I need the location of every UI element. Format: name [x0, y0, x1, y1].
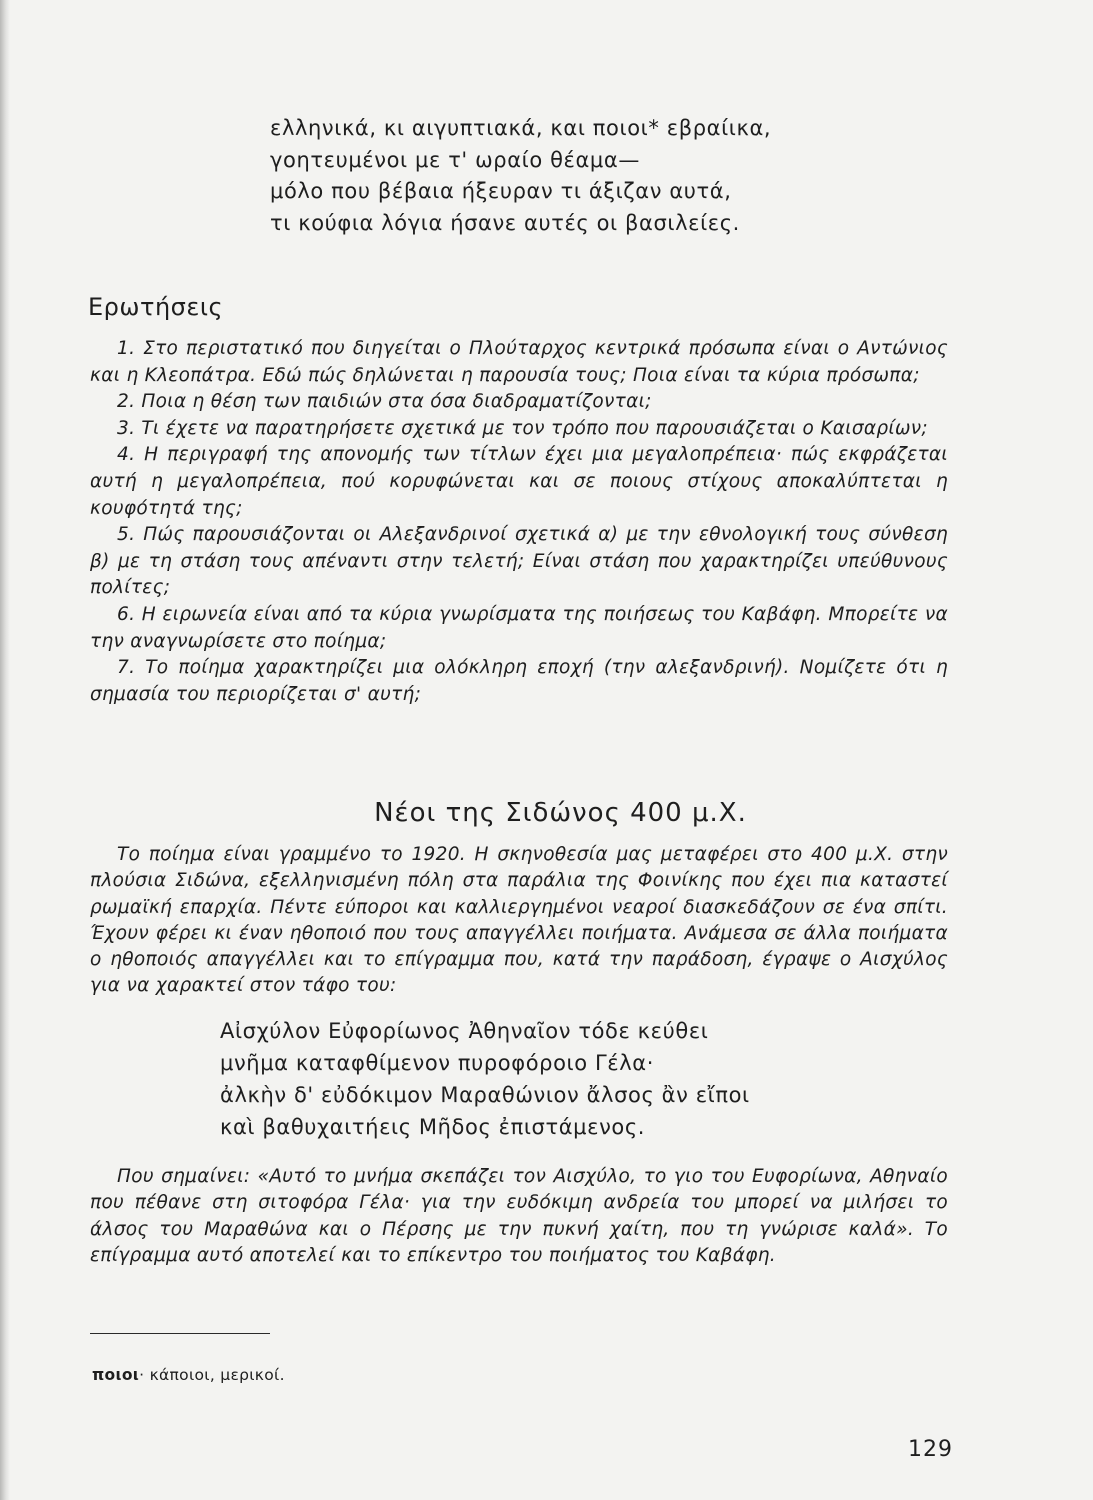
page-binding-edge — [0, 0, 10, 1500]
question-item: 6. Η ειρωνεία είναι από τα κύρια γνωρίσματα της ποιήσεως του Καβάφη. Μπορείτε να την αναγνωρίσετε στο ποίημα; — [90, 603, 948, 652]
footnote-definition: · κάποιοι, μερικοί. — [139, 1366, 285, 1384]
top-verse-stanza — [270, 113, 771, 239]
epigram-line: ἀλκὴν δ' εὐδόκιμον Μαραθώνιον ἄλσος ἂν εἴποι — [220, 1083, 750, 1107]
footnote-divider — [90, 1333, 270, 1334]
epigram-line: μνῆμα καταφθίμενον πυροφόροιο Γέλα· — [220, 1051, 654, 1075]
footnote-term: ποιοι — [92, 1366, 140, 1384]
question-item: 5. Πώς παρουσιάζονται οι Αλεξανδρινοί σχετικά α) με την εθνολογική τους σύνθεση β) με τη στάση τους απέναντι στην τελετή; Είναι στάση που χαρακτηρίζει υπεύθυνους πολίτες; — [90, 524, 948, 599]
question-item: 3. Τι έχετε να παρατηρήσετε σχετικά με τον τρόπο που παρουσιάζεται ο Καισαρίων; — [117, 417, 928, 439]
questions-heading: Ερωτήσεις — [88, 293, 224, 321]
aeschylus-epigram — [220, 1015, 750, 1143]
question-item: 7. Το ποίημα χαρακτηρίζει μια ολόκληρη εποχή (την αλεξανδρινή). Νομίζετε ότι η σημασία του περιορίζεται σ' αυτή; — [90, 657, 948, 705]
verse-line: γοητευμένοι με τ' ωραίο θέαμα— — [270, 147, 640, 172]
verse-line: ελληνικά, κι αιγυπτιακά, και ποιοι* εβραίικα, — [270, 116, 772, 140]
verse-line: τι κούφια λόγια ήσανε αυτές οι βασιλείες. — [270, 210, 740, 235]
question-item: 4. Η περιγραφή της απονομής των τίτλων έχει μια μεγαλοπρέπεια· πώς εκφράζεται αυτή η μεγαλοπρέπεια, πού κορυφώνεται και σε ποιους στίχους αποκαλύπτεται η κουφότητά της; — [90, 444, 948, 519]
epigram-line: Αἰσχύλον Εὐφορίωνος Ἀθηναῖον τόδε κεύθει — [220, 1019, 709, 1043]
intro-paragraph: Το ποίημα είναι γραμμένο το 1920. Η σκηνοθεσία μας μεταφέρει στο 400 μ.Χ. στην πλούσια Σιδώνα, εξελληνισμένη πόλη στα παράλια της Φοινίκης που έχει πια καταστεί ρωμαϊκή επαρχία. Πέντε εύποροι και καλλιεργημένοι νεαροί διασκεδάζουν σε ένα σπίτι. Έχουν φέρει κι έναν ηθοποιό που τους απαγγέλλει ποιήματα. Ανάμεσα σε άλλα ποιήματα ο ηθοποιός απαγγέλλει και το επίγραμμα που, κατά την παράδοση, έγραψε ο Αισχύλος για να χαρακτεί στον τάφο του: — [90, 844, 948, 997]
epigram-line: καὶ βαθυχαιτήεις Μῆδος ἐπιστάμενος. — [220, 1115, 646, 1139]
footnote — [92, 1366, 285, 1384]
question-item: 2. Ποια η θέση των παιδιών στα όσα διαδραματίζονται; — [117, 391, 652, 413]
poem-introduction — [90, 842, 948, 1000]
poem-title: Νέοι της Σιδώνος 400 μ.Χ. — [374, 798, 747, 828]
question-item: 1. Στο περιστατικό που διηγείται ο Πλούταρχος κεντρικά πρόσωπα είναι ο Αντώνιος και η Κλεοπάτρα. Εδώ πώς δηλώνεται η παρουσία τους; Ποια είναι τα κύρια πρόσωπα; — [90, 338, 948, 386]
page-number: 129 — [908, 1437, 953, 1462]
epigram-translation — [90, 1164, 948, 1269]
translation-paragraph: Που σημαίνει: «Αυτό το μνήμα σκεπάζει τον Αισχύλο, το γιο του Ευφορίωνα, Αθηναίο που πέθανε στη σιτοφόρα Γέλα· για την ευδόκιμη ανδρεία του μπορεί να μιλήσει το άλσος του Μαραθώνα και ο Πέρσης με την πυκνή χαίτη, που τη γνώρισε καλά». Το επίγραμμα αυτό αποτελεί και το επίκεντρο του ποιήματος του Καβάφη. — [90, 1166, 948, 1266]
questions-list — [90, 336, 948, 708]
verse-line: μόλο που βέβαια ήξευραν τι άξιζαν αυτά, — [270, 179, 732, 203]
